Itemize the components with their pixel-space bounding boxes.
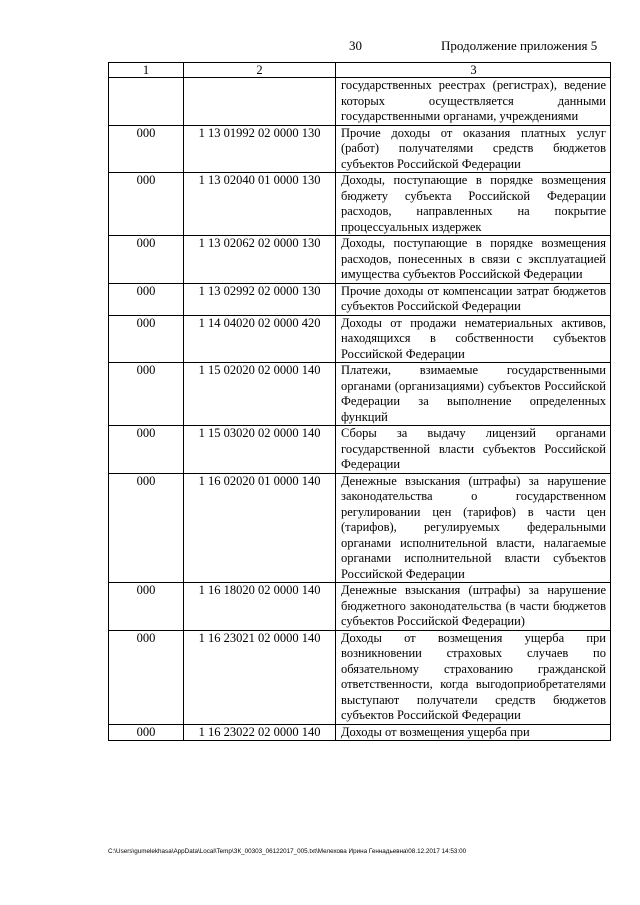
budget-classification-code-cell: 1 16 23021 02 0000 140 bbox=[184, 630, 336, 724]
table-row bbox=[109, 724, 611, 741]
budget-classification-code-cell: 1 13 01992 02 0000 130 bbox=[184, 125, 336, 173]
revenue-description-cell: Доходы от возмещения ущерба при bbox=[336, 724, 611, 741]
admin-code-cell: 000 bbox=[109, 315, 184, 363]
admin-code-cell: 000 bbox=[109, 363, 184, 426]
continuation-heading: Продолжение приложения 5 bbox=[441, 38, 598, 53]
budget-classification-code-cell: 1 13 02062 02 0000 130 bbox=[184, 236, 336, 284]
table-row bbox=[109, 78, 611, 126]
revenue-description-cell: Доходы от возмещения ущерба при возникновении страховых случаев по обязательному страхованию гражданской ответственности, когда выгодоприобретателями выступают получатели средств бюджетов субъектов Российской Федерации bbox=[336, 630, 611, 724]
column-header-2: 2 bbox=[184, 63, 336, 78]
admin-code-cell: 000 bbox=[109, 630, 184, 724]
table-row bbox=[109, 473, 611, 583]
table-row bbox=[109, 630, 611, 724]
table-row bbox=[109, 125, 611, 173]
table-row bbox=[109, 173, 611, 236]
table-row bbox=[109, 283, 611, 315]
column-header-3: 3 bbox=[336, 63, 611, 78]
revenue-description-cell: Прочие доходы от компенсации затрат бюджетов субъектов Российской Федерации bbox=[336, 283, 611, 315]
table-row bbox=[109, 583, 611, 631]
budget-classification-code-cell: 1 16 23022 02 0000 140 bbox=[184, 724, 336, 741]
admin-code-cell: 000 bbox=[109, 583, 184, 631]
admin-code-cell: 000 bbox=[109, 724, 184, 741]
budget-classification-code-cell: 1 13 02992 02 0000 130 bbox=[184, 283, 336, 315]
revenue-description-cell: Денежные взыскания (штрафы) за нарушение бюджетного законодательства (в части бюджетов субъектов Российской Федерации) bbox=[336, 583, 611, 631]
revenue-description-cell: Сборы за выдачу лицензий органами государственной власти субъектов Российской Федерации bbox=[336, 426, 611, 474]
budget-classification-code-cell: 1 16 02020 01 0000 140 bbox=[184, 473, 336, 583]
revenue-description-cell: государственных реестрах (регистрах), ведение которых осуществляется данными государственными органами, учреждениями bbox=[336, 78, 611, 126]
revenue-description-cell: Платежи, взимаемые государственными органами (организациями) субъектов Российской Федерации за выполнение определенных функций bbox=[336, 363, 611, 426]
file-path-footer: C:\Users\gumelekhasa\AppData\Local\Temp\ЗК_00303_06122017_005.txt\Мелехова Ирина Геннадьевна\08.12.2017 14:53:00 bbox=[108, 848, 467, 855]
admin-code-cell: 000 bbox=[109, 426, 184, 474]
table-row bbox=[109, 236, 611, 284]
column-header-1: 1 bbox=[109, 63, 184, 78]
table-row bbox=[109, 315, 611, 363]
budget-classification-code-cell: 1 15 03020 02 0000 140 bbox=[184, 426, 336, 474]
revenue-description-cell: Денежные взыскания (штрафы) за нарушение законодательства о государственном регулировании цен (тарифов) в части цен (тарифов), регулируемых федеральными органами исполнительной власти, налагаемые органами исполнительной власти субъектов Российской Федерации bbox=[336, 473, 611, 583]
table-header-row bbox=[109, 63, 611, 78]
table-row bbox=[109, 363, 611, 426]
revenue-description-cell: Прочие доходы от оказания платных услуг (работ) получателями средств бюджетов субъектов Российской Федерации bbox=[336, 125, 611, 173]
revenue-codes-table bbox=[108, 62, 611, 741]
admin-code-cell: 000 bbox=[109, 283, 184, 315]
admin-code-cell: 000 bbox=[109, 236, 184, 284]
budget-classification-code-cell: 1 14 04020 02 0000 420 bbox=[184, 315, 336, 363]
budget-classification-code-cell: 1 15 02020 02 0000 140 bbox=[184, 363, 336, 426]
revenue-description-cell: Доходы, поступающие в порядке возмещения расходов, понесенных в связи с эксплуатацией имущества субъектов Российской Федерации bbox=[336, 236, 611, 284]
admin-code-cell: 000 bbox=[109, 173, 184, 236]
revenue-description-cell: Доходы, поступающие в порядке возмещения бюджету субъекта Российской Федерации расходов, направленных на покрытие процессуальных издержек bbox=[336, 173, 611, 236]
admin-code-cell: 000 bbox=[109, 473, 184, 583]
table-row bbox=[109, 426, 611, 474]
budget-classification-code-cell bbox=[184, 78, 336, 126]
admin-code-cell: 000 bbox=[109, 125, 184, 173]
page-number: 30 bbox=[349, 38, 362, 53]
revenue-description-cell: Доходы от продажи нематериальных активов, находящихся в собственности субъектов Российской Федерации bbox=[336, 315, 611, 363]
budget-classification-code-cell: 1 13 02040 01 0000 130 bbox=[184, 173, 336, 236]
budget-classification-code-cell: 1 16 18020 02 0000 140 bbox=[184, 583, 336, 631]
admin-code-cell bbox=[109, 78, 184, 126]
